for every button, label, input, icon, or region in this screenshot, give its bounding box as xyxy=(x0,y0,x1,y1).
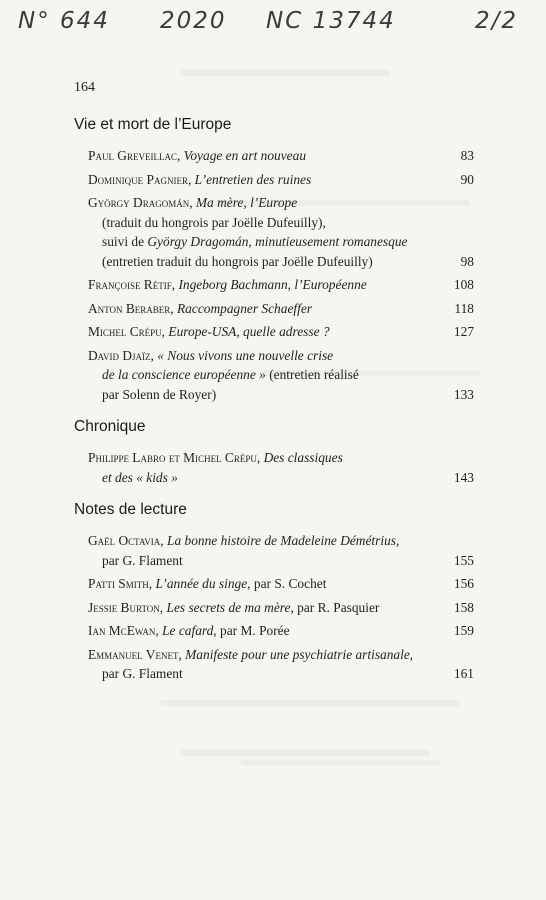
author-name: Emmanuel Venet, xyxy=(88,646,182,662)
toc-entry xyxy=(88,448,474,487)
entry-page-number: 161 xyxy=(453,666,474,681)
entry-title: « Nous vivons une nouvelle crise xyxy=(157,347,334,363)
page-number: 164 xyxy=(74,80,95,95)
entry-line xyxy=(88,324,330,339)
entry-text xyxy=(88,531,444,570)
entry-line xyxy=(88,468,444,488)
entry-plain-text: par R. Pasquier xyxy=(297,599,380,615)
entry-page-number: 159 xyxy=(453,623,474,638)
entry-line xyxy=(88,533,399,548)
handwritten-fraction: 2/2 xyxy=(475,8,519,34)
handwritten-code: NC 13744 xyxy=(266,8,396,34)
toc-entry xyxy=(88,275,474,295)
entry-page-number: 156 xyxy=(453,576,474,591)
entry-line xyxy=(88,600,379,615)
toc-entry xyxy=(88,299,474,319)
entry-page-number: 83 xyxy=(460,148,474,163)
section-title: Notes de lecture xyxy=(74,501,187,518)
entry-plain-text: suivi de xyxy=(102,234,145,249)
author-name: György Dragomán, xyxy=(88,195,193,210)
entry-line xyxy=(88,551,444,571)
entry-page-number: 98 xyxy=(460,253,474,269)
entry-line xyxy=(88,576,326,591)
entry-line xyxy=(88,348,333,363)
toc-entry xyxy=(88,574,474,594)
entry-title: La bonne histoire de Madeleine Démétrius, xyxy=(167,533,400,548)
entry-page-number: 90 xyxy=(460,171,474,187)
entry-text xyxy=(88,193,444,271)
entry-title: Ma mère, l’Europe xyxy=(195,195,298,210)
entry-title: et des « kids » xyxy=(102,469,178,485)
table-of-contents xyxy=(74,116,474,698)
entry-title: Les secrets de ma mère, xyxy=(166,599,294,615)
entry-text xyxy=(88,170,444,190)
entry-line xyxy=(88,232,444,252)
entry-text xyxy=(88,346,444,405)
toc-entry xyxy=(88,531,474,570)
author-name: Françoise Rétif, xyxy=(88,277,176,292)
entry-text xyxy=(88,275,444,295)
entry-line xyxy=(88,213,444,233)
entry-line xyxy=(88,647,413,662)
entry-line xyxy=(88,385,444,405)
entry-line xyxy=(88,277,367,292)
entry-line xyxy=(88,252,444,272)
entry-title: L’entretien des ruines xyxy=(194,171,312,187)
entry-text xyxy=(88,146,444,166)
entry-page-number: 158 xyxy=(453,599,474,615)
toc-entry xyxy=(88,322,474,342)
author-name: Paul Greveillac, xyxy=(88,148,181,163)
entry-line xyxy=(88,172,311,187)
entry-plain-text: par Solenn de Royer) xyxy=(102,386,217,402)
entry-title: Voyage en art nouveau xyxy=(183,148,307,163)
entry-text xyxy=(88,322,444,342)
entry-line xyxy=(88,623,290,638)
author-name: Patti Smith, xyxy=(88,576,153,591)
toc-entry xyxy=(88,346,474,405)
toc-entry xyxy=(88,598,474,618)
entry-line xyxy=(88,148,306,163)
entry-plain-text: par M. Porée xyxy=(220,623,290,638)
author-name: Jessie Burton, xyxy=(88,599,164,615)
entry-page-number: 133 xyxy=(453,386,474,402)
toc-section xyxy=(74,418,474,487)
section-title: Chronique xyxy=(74,418,146,435)
entry-title: György Dragomán, minutieusement romanesque xyxy=(147,234,408,249)
entry-line xyxy=(88,450,343,465)
toc-entry xyxy=(88,621,474,641)
entry-text xyxy=(88,621,444,641)
handwritten-year: 2020 xyxy=(160,8,227,34)
toc-entry xyxy=(88,193,474,271)
handwritten-number: N° 644 xyxy=(18,8,110,34)
author-name: Anton Beraber, xyxy=(88,300,174,316)
entry-plain-text: (entretien réalisé xyxy=(269,367,359,382)
entry-page-number: 108 xyxy=(453,277,474,292)
entry-text xyxy=(88,598,444,618)
toc-section xyxy=(74,116,474,404)
entry-page-number: 155 xyxy=(453,552,474,568)
entry-plain-text: par G. Flament xyxy=(102,666,183,681)
author-name: Philippe Labro et Michel Crépu, xyxy=(88,450,261,465)
entry-text xyxy=(88,574,444,594)
entry-page-number: 127 xyxy=(453,324,474,339)
entry-text xyxy=(88,299,444,319)
toc-entry xyxy=(88,146,474,166)
entry-line xyxy=(88,664,444,684)
section-title: Vie et mort de l’Europe xyxy=(74,116,232,133)
entry-title: Europe-USA, quelle adresse ? xyxy=(168,324,330,339)
entry-plain-text: (entretien traduit du hongrois par Joëlle Dufeuilly) xyxy=(102,253,373,269)
entry-page-number: 118 xyxy=(454,300,474,316)
entry-title: Manifeste pour une psychiatrie artisanale, xyxy=(185,646,414,662)
author-name: Ian McEwan, xyxy=(88,623,159,638)
entry-text xyxy=(88,448,444,487)
entry-line xyxy=(88,301,312,316)
author-name: Dominique Pagnier, xyxy=(88,171,192,187)
entry-title: Des classiques xyxy=(263,450,343,465)
entry-title: L’année du singe, xyxy=(155,576,251,591)
author-name: Michel Crépu, xyxy=(88,324,166,339)
entry-plain-text: (traduit du hongrois par Joëlle Dufeuilly), xyxy=(102,214,326,230)
entry-plain-text: par S. Cochet xyxy=(253,576,327,591)
entry-page-number: 143 xyxy=(453,469,474,485)
toc-entry xyxy=(88,170,474,190)
entry-title: Raccompagner Schaeffer xyxy=(177,300,312,316)
toc-section xyxy=(74,501,474,684)
author-name: David Djaïz, xyxy=(88,347,154,363)
entry-line xyxy=(88,195,297,210)
toc-entry xyxy=(88,645,474,684)
entry-title: de la conscience européenne » xyxy=(102,367,266,382)
entry-plain-text: par G. Flament xyxy=(102,552,183,568)
author-name: Gaël Octavia, xyxy=(88,533,164,548)
entry-title: Le cafard, xyxy=(162,623,217,638)
entry-title: Ingeborg Bachmann, l’Européenne xyxy=(178,277,367,292)
entry-text xyxy=(88,645,444,684)
entry-line xyxy=(88,365,444,385)
